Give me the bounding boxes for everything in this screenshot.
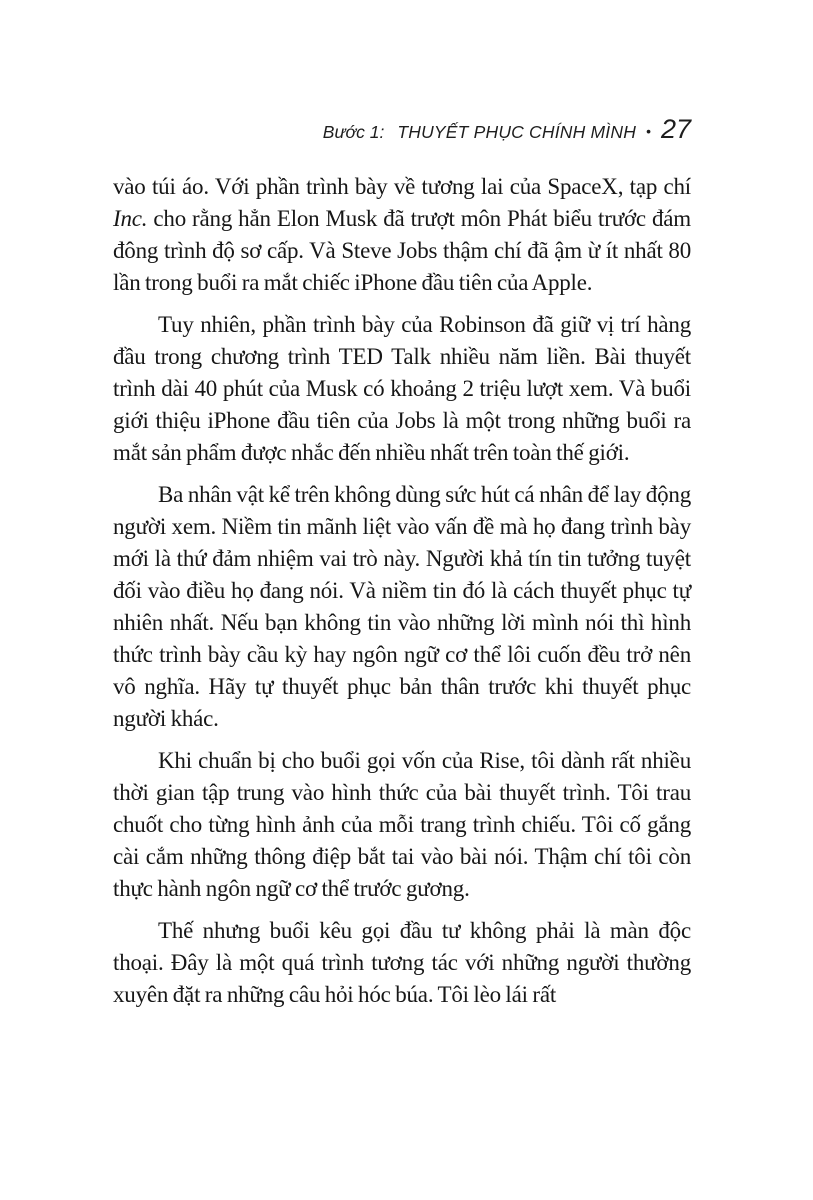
text-run: Khi chuẩn bị cho buổi gọi vốn của Rise, tôi dành rất nhiều thời gian tập trung vào hình thức của bài thuyết trình. Tôi trau chuốt cho từng hình ảnh của mỗi trang trình chiếu. Tôi cố gắng cài cắm những thông điệp bắt tai vào bài nói. Thậm chí tôi còn thực hành ngôn ngữ cơ thể trước gương.	[113, 748, 691, 901]
chapter-label: Bước 1:	[322, 122, 385, 142]
paragraph	[113, 479, 691, 735]
italic-text-run: Inc.	[113, 206, 148, 231]
paragraph	[113, 171, 691, 299]
text-run: Thế nhưng buổi kêu gọi đầu tư không phải là màn độc thoại. Đây là một quá trình tương tác với những người thường xuyên đặt ra những câu hỏi hóc búa. Tôi lèo lái rất	[113, 918, 691, 1007]
paragraph	[113, 309, 691, 469]
text-run: Ba nhân vật kể trên không dùng sức hút cá nhân để lay động người xem. Niềm tin mãnh liệt vào vấn đề mà họ đang trình bày mới là thứ đảm nhiệm vai trò này. Người khả tín tin tưởng tuyệt đối vào điều họ đang nói. Và niềm tin đó là cách thuyết phục tự nhiên nhất. Nếu bạn không tin vào những lời mình nói thì hình thức trình bày cầu kỳ hay ngôn ngữ cơ thể lôi cuốn đều trở nên vô nghĩa. Hãy tự thuyết phục bản thân trước khi thuyết phục người khác.	[113, 482, 691, 731]
bullet-separator-icon: •	[646, 123, 651, 139]
paragraph	[113, 915, 691, 1011]
text-run: vào túi áo. Với phần trình bày về tương lai của SpaceX, tạp chí	[113, 174, 691, 199]
text-column	[113, 114, 691, 1011]
text-run: Tuy nhiên, phần trình bày của Robinson đã giữ vị trí hàng đầu trong chương trình TED Talk nhiều năm liền. Bài thuyết trình dài 40 phút của Musk có khoảng 2 triệu lượt xem. Và buổi giới thiệu iPhone đầu tiên của Jobs là một trong những buổi ra mắt sản phẩm được nhắc đến nhiều nhất trên toàn thế giới.	[113, 312, 691, 465]
text-run: cho rằng hẳn Elon Musk đã trượt môn Phát biểu trước đám đông trình độ sơ cấp. Và Steve Jobs thậm chí đã ậm ừ ít nhất 80 lần trong buổi ra mắt chiếc iPhone đầu tiên của Apple.	[113, 206, 691, 295]
paragraph	[113, 745, 691, 905]
body-text	[113, 171, 691, 1011]
page-number: 27	[660, 114, 691, 144]
chapter-title: THUYẾT PHỤC CHÍNH MÌNH	[397, 122, 637, 142]
running-header	[113, 114, 691, 144]
